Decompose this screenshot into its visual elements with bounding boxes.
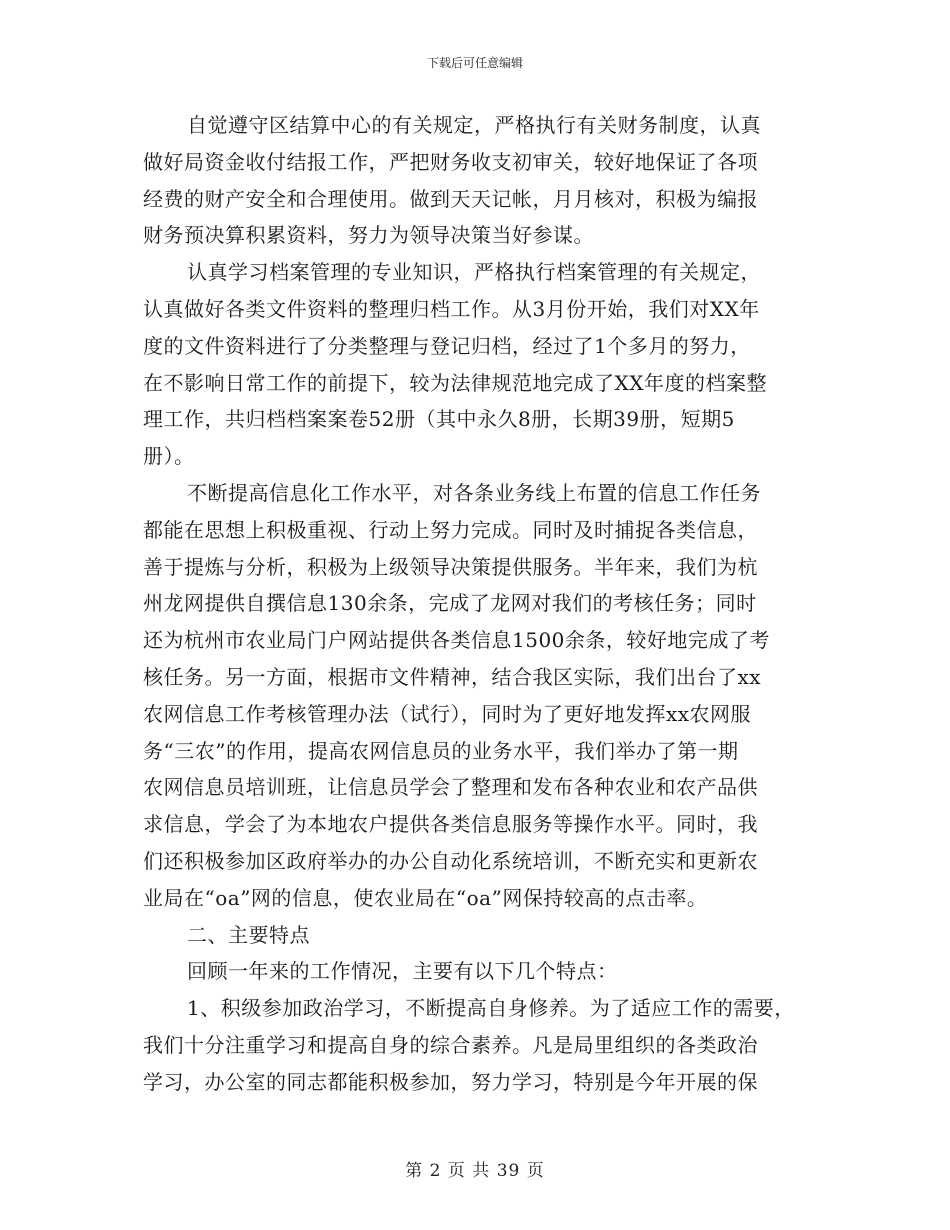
text-line: 认真学习档案管理的专业知识，严格执行档案管理的有关规定， <box>187 260 761 285</box>
document-body <box>143 107 833 1101</box>
text-line: 求信息，学会了为本地农户提供各类信息服务等操作水平。同时，我 <box>143 812 758 837</box>
page-header: 下载后可任意编辑 <box>426 56 523 70</box>
text-line: 册）。 <box>143 444 195 469</box>
text-line: 善于提炼与分析，积极为上级领导决策提供服务。半年来，我们为杭 <box>143 554 758 579</box>
heading-line: 二、主要特点 <box>187 922 310 947</box>
text-line: 回顾一年来的工作情况，主要有以下几个特点： <box>187 959 618 984</box>
text-line: 都能在思想上积极重视、行动上努力完成。同时及时捕捉各类信息， <box>143 517 758 542</box>
text-line: 在不影响日常工作的前提下，较为法律规范地完成了XX年度的档案整 <box>143 370 767 395</box>
text-line: 我们十分注重学习和提高自身的综合素养。凡是局里组织的各类政治 <box>143 1032 758 1057</box>
text-line: 理工作，共归档档案案卷52册（其中永久8册，长期39册，短期5 <box>143 407 735 432</box>
paragraph-feature-1 <box>143 990 833 1100</box>
page-footer: 第 2 页 共 39 页 <box>405 1161 545 1181</box>
text-line: 做好局资金收付结报工作，严把财务收支初审关，较好地保证了各项 <box>143 149 758 174</box>
text-line: 州龙网提供自撰信息130余条，完成了龙网对我们的考核任务；同时 <box>143 591 757 616</box>
text-line: 学习，办公室的同志都能积极参加，努力学习，特别是今年开展的保 <box>143 1069 758 1094</box>
text-line: 经费的财产安全和合理使用。做到天天记帐，月月核对，积极为编报 <box>143 186 758 211</box>
text-line: 们还积极参加区政府举办的办公自动化系统培训，不断充实和更新农 <box>143 848 758 873</box>
text-line: 自觉遵守区结算中心的有关规定，严格执行有关财务制度，认真 <box>187 113 761 137</box>
text-line: 核任务。另一方面，根据市文件精神，结合我区实际，我们出台了xx <box>143 664 762 689</box>
text-line: 业局在“oa”网的信息，使农业局在“oa”网保持较高的点击率。 <box>143 885 708 910</box>
text-line: 1、积级参加政治学习，不断提高自身修养。为了适应工作的需要， <box>187 996 795 1021</box>
text-line: 农网信息工作考核管理办法（试行），同时为了更好地发挥xx农网服 <box>143 701 752 726</box>
paragraph-finance <box>143 107 833 254</box>
text-line: 还为杭州市农业局门户网站提供各类信息1500余条，较好地完成了考 <box>143 628 770 653</box>
text-line: 度的文件资料进行了分类整理与登记归档，经过了1个多月的努力， <box>143 333 751 358</box>
section-heading-main-features <box>143 917 833 954</box>
paragraph-archives <box>143 254 833 475</box>
text-line: 不断提高信息化工作水平，对各条业务线上布置的信息工作任务 <box>187 480 761 505</box>
paragraph-review <box>143 953 833 990</box>
text-line: 农网信息员培训班，让信息员学会了整理和发布各种农业和农产品供 <box>143 775 758 800</box>
paragraph-informatization <box>143 475 833 917</box>
text-line: 务“三农”的作用，提高农网信息员的业务水平，我们举办了第一期 <box>143 738 739 763</box>
text-line: 财务预决算积累资料，努力为领导决策当好参谋。 <box>143 223 594 248</box>
text-line: 认真做好各类文件资料的整理归档工作。从3月份开始，我们对XX年 <box>143 296 760 321</box>
